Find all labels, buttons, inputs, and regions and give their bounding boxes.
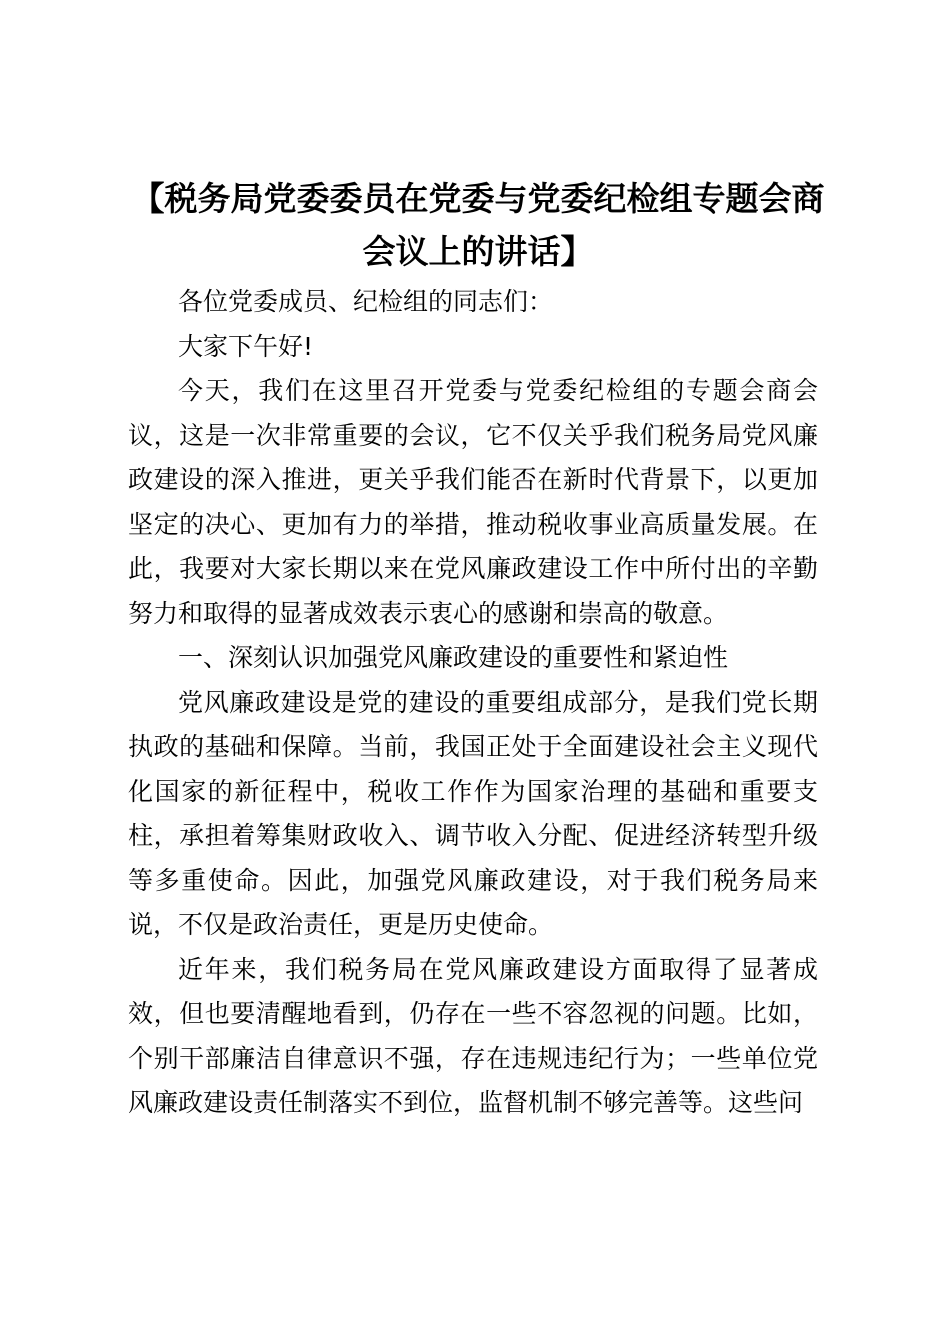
greeting: 大家下午好! (178, 331, 314, 361)
salutation: 各位党委成员、纪检组的同志们： (178, 287, 554, 316)
section-heading: 一、深刻认识加强党风廉政建设的重要性和紧迫性 (178, 643, 729, 672)
document-title: 【税务局党委委员在党委与党委纪检组专题会商会议上的讲话】 (131, 179, 825, 271)
paragraph-importance: 党风廉政建设是党的建设的重要组成部分，是我们党长期执政的基础和保障。当前，我国正处于全面建设社会主义现代化国家的新征程中，税收工作作为国家治理的基础和重要支柱，承担着筹集财政收入、调节收入分配、促进经济转型升级等多重使命。因此，加强党风廉政建设，对于我们税务局来说，不仅是政治责任，更是历史使命。 (128, 687, 818, 939)
paragraph-opening: 今天，我们在这里召开党委与党委纪检组的专题会商会议，这是一次非常重要的会议，它不仅关乎我们税务局党风廉政建设的深入推进，更关乎我们能否在新时代背景下，以更加坚定的决心、更加有力的举措，推动税收事业高质量发展。在此，我要对大家长期以来在党风廉政建设工作中所付出的辛勤努力和取得的显著成效表示衷心的感谢和崇高的敬意。 (128, 376, 818, 628)
document-body (128, 280, 818, 1126)
paragraph-problems: 近年来，我们税务局在党风廉政建设方面取得了显著成效，但也要清醒地看到，仍存在一些不容忽视的问题。比如，个别干部廉洁自律意识不强，存在违规违纪行为；一些单位党风廉政建设责任制落实不到位，监督机制不够完善等。这些问 (128, 954, 818, 1117)
